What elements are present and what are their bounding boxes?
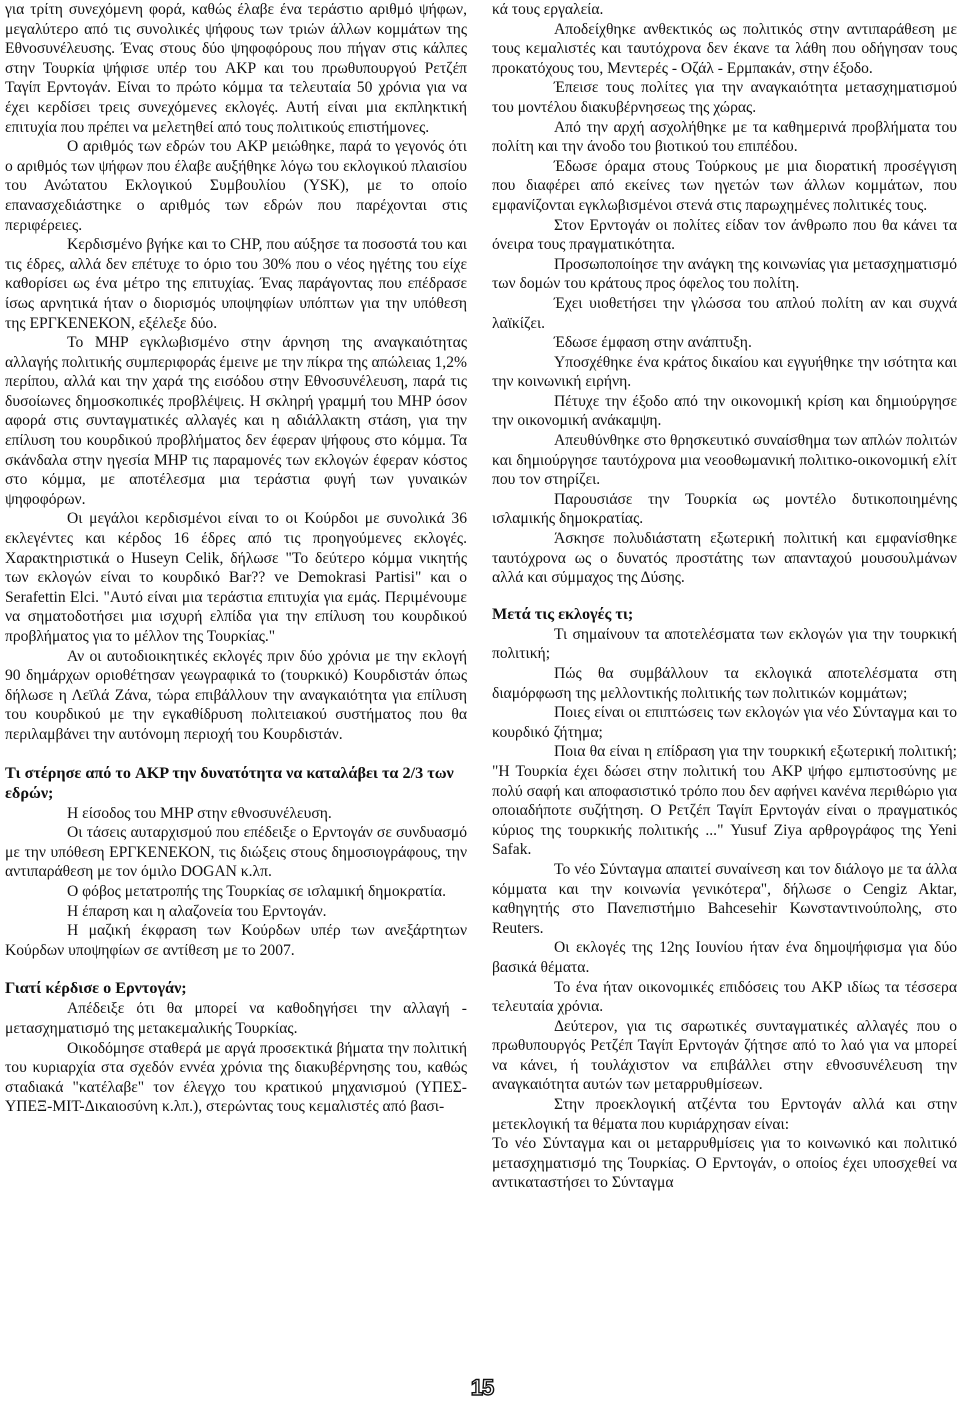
paragraph: Ποια θα είναι η επίδραση για την τουρκική εξωτερική πολιτική; "Η Τουρκία έχει δώσει στην πολιτική του AKP ψήφο εμπιστοσύνης με πολύ σαφή και αποφασιστικό τρόπο που δεν αφήνει κανένα περιθώριο για οποιαδήποτε συζήτηση. Ο Ρετζέπ Ταγίπ Ερντογάν είναι ο πραγματικός κύριος της τουρκικής πολιτικής ..." Yusuf Ziya αρθρογράφος της Yeni Safak. <box>492 743 957 859</box>
section-heading: Μετά τις εκλογές τι; <box>492 604 634 623</box>
paragraph: Στην προεκλογική ατζέντα του Ερντογάν αλλά και στην μετεκλογική τα θέματα που κυριάρχησαν είναι: <box>492 1096 957 1133</box>
paragraph: Υποσχέθηκε ένα κράτος δικαίου και εγγυήθηκε την ισότητα και την κοινωνική ειρήνη. <box>492 353 957 391</box>
paragraph: Άσκησε πολυδιάστατη εξωτερική πολιτική και εμφανίσθηκε ταυτόχρονα ως ο δυνατός προστάτης των απανταχού μουσουλμάνων αλλά και σύμμαχος της Δύσης. <box>492 530 957 587</box>
page-number: 15 <box>470 1375 494 1400</box>
right-column <box>492 0 957 1193</box>
paragraph: Παρουσιάσε την Τουρκία ως μοντέλο δυτικοποιημένης ισλαμικής δημοκρατίας. <box>492 490 957 528</box>
paragraph: Η έπαρση και η αλαζονεία του Ερντογάν. <box>67 902 327 920</box>
paragraph: Οι τάσεις αυταρχισμού που επέδειξε ο Ερντογάν σε συνδυασμό με την υπόθεση ΕΡΓΚΕΝΕΚΟΝ, τις διώξεις στους δημοσιογράφους, την αντιπαράθεση με τον όμιλο DOGAN κ.λπ. <box>5 824 467 881</box>
paragraph: Οι εκλογές της 12ης Ιουνίου ήταν ένα δημοψήφισμα για δύο βασικά θέματα. <box>492 939 957 976</box>
paragraph: Πώς θα συμβάλλουν τα εκλογικά αποτελέσματα στη διαμόρφωση της μελλοντικής πολιτικής των πολιτικών κομμάτων; <box>492 665 957 702</box>
paragraph: Από την αρχή ασχολήθηκε με τα καθημερινά προβλήματα του πολίτη και την άνοδο του βιοτικού του επιπέδου. <box>492 118 957 156</box>
section-heading: Τι στέρησε από το AKP την δυνατότητα να καταλάβει τα 2/3 των εδρών; <box>5 763 454 802</box>
paragraph: Δεύτερον, για τις σαρωτικές συνταγματικές αλλαγές που ο πρωθυπουργός Ρετζέπ Ταγίπ Ερντογάν ζήτησε από το λαό για να μπορεί να κάνει, ή τουλάχιστον να επιβάλλει στην εθνοσυνέλευση την αναγκαιότητα αυτών των μεταρρυθμίσεων. <box>492 1017 957 1094</box>
paragraph: Έδωσε έμφαση στην ανάπτυξη. <box>554 334 752 352</box>
paragraph: Οικοδόμησε σταθερά με αργά προσεκτικά βήματα την πολιτική του κυριαρχία στα σχεδόν εννέα χρόνια της διακυβέρνησης του, καθώς σταδιακά "κατέλαβε" τον έλεγχο του κρατικού μηχανισμού (ΥΠΕΣ-ΥΠΕΞ-ΜΙΤ-Δικαιοσύνη κ.λπ.), στερώντας τους κεμαλιστές από βασι- <box>5 1039 467 1116</box>
paragraph: Το MHP εγκλωβισμένο στην άρνηση της αναγκαιότητας αλλαγής πολιτικής συμπεριφοράς έμεινε με την πίκρα της απώλειας 1,2% περίπου, αλλά και την χαρά της εισόδου στην Εθνοσυνέλευση, παρά τις δυσοίωνες δημοσκοπικές προβλέψεις. Η σκληρή γραμμή του MHP όσον αφορά στις συνταγματικές αλλαγές και η αδιάλλακτη στάση, για την επίλυση του κουρδικού προβλήματος δεν έφεραν ψήφους στο κόμμα. Τα σκάνδαλα στην ηγεσία MHP τις παραμονές των εκλογών έφεραν κόστος στο κόμμα, με αποτέλεσμα μια τεράστια φυγή των γυναικών ψηφοφόρων. <box>5 334 467 508</box>
paragraph: Το νέο Σύνταγμα και οι μεταρρυθμίσεις για το κοινωνικό και πολιτικό μετασχηματισμό της Τουρκίας. Ο Ερντογάν, ο οποίος έχει υποσχεθεί να αντικαταστήσει το Σύνταγμα <box>492 1135 957 1192</box>
paragraph: Στον Ερντογάν οι πολίτες είδαν τον άνθρωπο που θα κάνει τα όνειρα τους πραγματικότητα. <box>492 216 957 254</box>
paragraph: για τρίτη συνεχόμενη φορά, καθώς έλαβε ένα τεράστιο αριθμό ψήφων, μεγαλύτερο από τις συνολικές ψήφους των τριών άλλων κομμάτων της Εθνοσυνέλευσης. Ένας στους δύο ψηφοφόρους που πήγαν στις κάλπες στην Τουρκία ψήφισε υπέρ του AKP και του πρωθυπουργού Ρετζέπ Ταγίπ Ερντογάν. Είναι το πρώτο κόμμα τα τελευταία 50 χρόνια για να έχει κερδίσει τρεις συνεχόμενες εκλογές. Αυτή είναι μια εκπληκτική επιτυχία που πρέπει να μελετηθεί από τους πολιτικούς επιστήμονες. <box>5 1 467 136</box>
paragraph: Το νέο Σύνταγμα απαιτεί συναίνεση και τον διάλογο με τα άλλα κόμματα και την κοινωνία γενικότερα", δήλωσε ο Cengiz Aktar, καθηγητής στο Πανεπιστήμιο Bahcesehir Κωνσταντινούπολης, στο Reuters. <box>492 860 957 937</box>
paragraph: Κερδισμένο βγήκε και το CHP, που αύξησε τα ποσοστά του και τις έδρες, αλλά δεν επέτυχε το όριο του 30% που ο νέος ηγέτης του είχε καθορίσει ως ένα μέτρο της επιτυχίας. Ένας παράγοντας που επέδρασε ίσως αρνητικά ήταν ο διορισμός υποψηφίων υπόπτων για την υπόθεση της ΕΡΓΚΕΝΕΚΟΝ, εξέλεξε δύο. <box>5 236 467 332</box>
paragraph: Οι μεγάλοι κερδισμένοι είναι το οι Κούρδοι με συνολικά 36 εκλεγέντες και κέρδος 16 έδρες από τις προηγούμενες εκλογές. Χαρακτηριστικά ο Huseyn Celik, δήλωσε "Το δεύτερο κόμμα νικητής των εκλογών είναι το κουρδικό Bar?? ve Demokrasi Partisi" και ο Serafettin Elci. "Αυτό είναι μια τεράστια επιτυχία για εμάς. Περιμένουμε να σηματοδοτήσει μια ισχυρή ελπίδα για την επίλυση του κουρδικού προβλήματος για το μέλλον της Τουρκίας." <box>5 510 467 645</box>
paragraph: Αποδείχθηκε ανθεκτικός ως πολιτικός στην αντιπαράθεση με τους κεμαλιστές και ταυτόχρονα δεν έκανε τα λάθη που οδήγησαν τους προκατόχους του, Μεντερές - Οζάλ - Ερμπακάν, στην έξοδο. <box>492 20 957 77</box>
paragraph: Τι σημαίνουν τα αποτελέσματα των εκλογών για την τουρκική πολιτική; <box>492 625 957 663</box>
paragraph: Προσωποποίησε την ανάγκη της κοινωνίας για μετασχηματισμό των δομών του κράτους προς όφελος του πολίτη. <box>492 255 957 293</box>
paragraph: Αν οι αυτοδιοικητικές εκλογές πριν δύο χρόνια με την εκλογή 90 δημάρχων οριοθέτησαν γεωγραφικά το (τουρκικό) Κουρδιστάν όπως δήλωσε η Λεϊλά Ζάνα, τώρα επιβάλλουν την αναγκαιότητα για επίλυση του κουρδικού με την εγκαθίδρυση πολιτειακού συστήματος που θα περιλαμβάνει την αυτόνομη περιοχή του Κουρδιστάν. <box>5 647 467 743</box>
paragraph: Έπεισε τους πολίτες για την αναγκαιότητα μετασχηματισμού του μοντέλου διακυβέρνησεως της χώρας. <box>492 79 957 116</box>
paragraph: Ποιες είναι οι επιπτώσεις των εκλογών για νέο Σύνταγμα και το κουρδικό ζήτημα; <box>492 704 957 741</box>
paragraph: Η μαζική έκφραση των Κούρδων υπέρ των ανεξάρτητων Κούρδων υποψηφίων σε αντίθεση με το 2007. <box>5 922 467 959</box>
paragraph: Ο αριθμός των εδρών του AKP μειώθηκε, παρά το γεγονός ότι ο αριθμός των ψήφων που έλαβε αυξήθηκε λόγω του εκλογικού πλαισίου του Ανώτατου Εκλογικού Συμβουλίου (YSK), με το οποίο επανασχεδιάστηκε ο αριθμός των εδρών που παρέχονται στις περιφέρειες. <box>5 138 467 234</box>
paragraph: Το ένα ήταν οικονομικές επιδόσεις του AKP ιδίως τα τέσσερα τελευταία χρόνια. <box>492 978 957 1016</box>
paragraph: Απευθύνθηκε στο θρησκευτικό συναίσθημα των απλών πολιτών και δημιούργησε ταυτόχρονα μια νεοοθωμανική πολιτικο-οικονομική ελίτ που τον στηρίζει. <box>492 432 957 489</box>
section-heading: Γιατί κέρδισε ο Ερντογάν; <box>5 979 187 998</box>
left-column <box>5 0 467 1117</box>
paragraph: Έχει υιοθετήσει την γλώσσα του απλού πολίτη αν και συχνά λαϊκίζει. <box>492 294 957 332</box>
paragraph: Πέτυχε την έξοδο από την οικονομική κρίση και δημιούργησε την οικονομική ανάκαμψη. <box>492 392 957 430</box>
paragraph: κά τους εργαλεία. <box>492 1 604 18</box>
paragraph: Απέδειξε ότι θα μπορεί να καθοδηγήσει την αλλαγή - μετασχηματισμό της μετακεμαλικής Τουρκίας. <box>5 1000 467 1037</box>
paragraph: Η είσοδος του MHP στην εθνοσυνέλευση. <box>67 804 332 822</box>
paragraph: Έδωσε όραμα στους Τούρκους με μια διορατική προσέγγιση που διαφέρει από εκείνες των ηγετών των άλλων κομμάτων, που εμφανίζονται εγκλωβισμένοι στενά στις παρωχημένες πολιτικές τους. <box>492 157 957 214</box>
paragraph: Ο φόβος μετατροπής της Τουρκίας σε ισλαμική δημοκρατία. <box>67 882 446 900</box>
